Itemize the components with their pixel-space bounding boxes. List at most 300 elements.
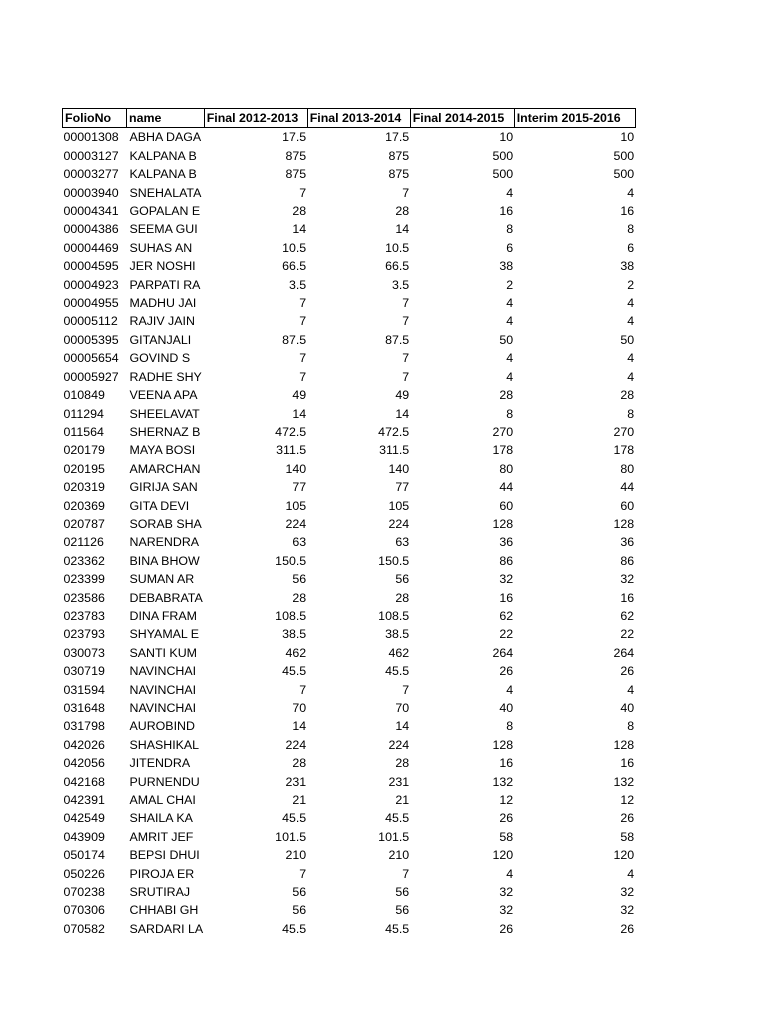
final-2014-2015-cell[interactable]: 4 <box>506 296 514 311</box>
final-2012-2013-cell[interactable]: 28 <box>292 590 307 605</box>
final-2013-2014-cell[interactable]: 45.5 <box>385 921 410 936</box>
folio-no-cell[interactable]: 011294 <box>63 406 104 421</box>
final-2014-2015-cell[interactable]: 270 <box>492 424 514 439</box>
interim-2015-2016-cell[interactable]: 28 <box>620 388 635 403</box>
interim-2015-2016-cell[interactable]: 8 <box>627 406 635 421</box>
final-2012-2013-cell[interactable]: 14 <box>292 406 307 421</box>
final-2012-2013-cell[interactable]: 28 <box>292 756 307 771</box>
interim-2015-2016-cell[interactable]: 86 <box>620 553 635 568</box>
header-final-2013-2014[interactable]: Final 2013-2014 <box>307 109 410 128</box>
name-cell[interactable]: JER NOSHI <box>129 259 196 274</box>
final-2013-2014-cell[interactable]: 56 <box>395 572 410 587</box>
interim-2015-2016-cell[interactable]: 10 <box>620 130 635 145</box>
final-2012-2013-cell[interactable]: 101.5 <box>275 829 307 844</box>
table-row <box>63 184 636 202</box>
final-2014-2015-cell[interactable]: 32 <box>499 903 514 918</box>
folio-no-cell[interactable]: 00005395 <box>63 332 119 347</box>
interim-2015-2016-cell[interactable]: 500 <box>613 167 635 182</box>
name-cell[interactable]: SANTI KUM <box>129 645 197 660</box>
final-2014-2015-cell[interactable]: 4 <box>506 369 514 384</box>
final-2013-2014-cell[interactable]: 7 <box>402 682 410 697</box>
table-row <box>63 165 636 183</box>
name-cell[interactable]: NAVINCHAI <box>129 701 197 715</box>
final-2014-2015-cell[interactable]: 6 <box>506 240 514 255</box>
folio-no-cell[interactable]: 00003940 <box>63 185 119 200</box>
final-2012-2013-cell[interactable]: 10.5 <box>282 240 307 255</box>
final-2012-2013-cell[interactable]: 14 <box>292 719 307 734</box>
final-2013-2014-cell[interactable]: 7 <box>402 314 410 329</box>
table-row <box>63 368 636 386</box>
table-row <box>63 202 636 220</box>
name-cell[interactable]: GIRIJA SAN <box>129 480 198 495</box>
folio-no-cell[interactable]: 023399 <box>63 572 105 587</box>
name-cell[interactable]: JITENDRA <box>129 756 191 771</box>
final-2013-2014-cell[interactable]: 28 <box>395 756 410 771</box>
folio-no-cell[interactable]: 00005927 <box>63 369 119 384</box>
folio-no-cell[interactable]: 00005112 <box>63 314 118 329</box>
interim-2015-2016-cell[interactable]: 16 <box>620 590 635 605</box>
table-row <box>63 441 636 459</box>
final-2013-2014-cell[interactable]: 17.5 <box>385 130 410 145</box>
final-2013-2014-cell[interactable]: 101.5 <box>378 829 410 844</box>
interim-2015-2016-cell[interactable]: 128 <box>613 737 635 752</box>
final-2014-2015-cell[interactable]: 500 <box>492 148 514 163</box>
interim-2015-2016-cell[interactable]: 16 <box>620 756 635 771</box>
final-2013-2014-cell[interactable]: 49 <box>395 388 410 403</box>
table-row <box>63 809 636 827</box>
name-cell[interactable]: SORAB SHA <box>129 516 202 531</box>
name-cell[interactable]: AUROBIND <box>129 719 195 734</box>
final-2014-2015-cell[interactable]: 60 <box>499 498 514 513</box>
folio-no-cell[interactable]: 042056 <box>63 756 105 771</box>
final-2014-2015-cell[interactable]: 120 <box>492 848 514 863</box>
final-2012-2013-cell[interactable]: 311.5 <box>276 443 307 458</box>
name-cell[interactable]: CHHABI GH <box>129 903 199 918</box>
folio-no-cell[interactable]: 043909 <box>63 829 105 844</box>
interim-2015-2016-cell[interactable]: 26 <box>620 811 635 826</box>
name-cell[interactable]: PIROJA ER <box>129 866 195 881</box>
final-2012-2013-cell[interactable]: 70 <box>292 701 307 715</box>
final-2013-2014-cell[interactable]: 210 <box>388 848 410 863</box>
final-2013-2014-cell[interactable]: 108.5 <box>378 608 410 623</box>
final-2013-2014-cell[interactable]: 28 <box>395 204 410 219</box>
final-2012-2013-cell[interactable]: 45.5 <box>282 811 307 826</box>
final-2013-2014-cell[interactable]: 10.5 <box>385 240 410 255</box>
name-cell[interactable]: GITANJALI <box>129 332 192 347</box>
name-cell[interactable]: MADHU JAI <box>129 296 197 311</box>
table-row <box>63 865 636 883</box>
table-row <box>63 147 636 165</box>
folio-no-cell[interactable]: 070306 <box>63 903 105 918</box>
final-2013-2014-cell[interactable]: 14 <box>395 719 410 734</box>
final-2012-2013-cell[interactable]: 49 <box>292 388 307 403</box>
interim-2015-2016-cell[interactable]: 128 <box>613 516 635 531</box>
final-2014-2015-cell[interactable]: 38 <box>499 259 514 274</box>
folio-no-cell[interactable]: 023362 <box>63 553 105 568</box>
name-cell[interactable]: SHERNAZ B <box>129 424 201 439</box>
final-2013-2014-cell[interactable]: 63 <box>395 535 410 550</box>
table-row <box>63 294 636 312</box>
interim-2015-2016-cell[interactable]: 32 <box>620 885 635 900</box>
folio-no-cell[interactable]: 010849 <box>63 388 105 403</box>
interim-2015-2016-cell[interactable]: 58 <box>620 829 635 844</box>
final-2013-2014-cell[interactable]: 224 <box>388 737 410 752</box>
final-2013-2014-cell[interactable]: 875 <box>388 167 410 182</box>
final-2013-2014-cell[interactable]: 140 <box>388 461 410 476</box>
final-2012-2013-cell[interactable]: 63 <box>292 535 307 550</box>
final-2012-2013-cell[interactable]: 14 <box>292 222 307 237</box>
interim-2015-2016-cell[interactable]: 264 <box>613 645 635 660</box>
name-cell[interactable]: DINA FRAM <box>129 608 197 623</box>
folio-no-cell[interactable]: 00004595 <box>63 259 119 274</box>
final-2012-2013-cell[interactable]: 66.5 <box>282 259 307 274</box>
name-cell[interactable]: SHEELAVAT <box>129 406 200 421</box>
table-row <box>63 220 636 238</box>
final-2014-2015-cell[interactable]: 4 <box>506 185 514 200</box>
final-2013-2014-cell[interactable]: 14 <box>395 406 410 421</box>
name-cell[interactable]: SUHAS AN <box>129 240 193 255</box>
interim-2015-2016-cell[interactable]: 4 <box>627 866 635 881</box>
interim-2015-2016-cell[interactable]: 50 <box>620 332 635 347</box>
final-2014-2015-cell[interactable]: 16 <box>499 204 514 219</box>
folio-no-cell[interactable]: 020195 <box>63 461 105 476</box>
folio-no-cell[interactable]: 00001308 <box>63 130 119 145</box>
table-row <box>63 773 636 791</box>
name-cell[interactable]: NARENDRA <box>129 535 200 550</box>
name-cell[interactable]: SARDARI LA <box>129 921 204 936</box>
interim-2015-2016-cell[interactable]: 8 <box>627 222 635 237</box>
final-2012-2013-cell[interactable]: 7 <box>299 369 307 384</box>
folio-no-cell[interactable]: 023586 <box>63 590 105 605</box>
final-2013-2014-cell[interactable]: 3.5 <box>391 277 410 292</box>
name-cell[interactable]: SHASHIKAL <box>129 737 200 752</box>
folio-no-cell[interactable]: 020787 <box>63 516 105 531</box>
final-2012-2013-cell[interactable]: 56 <box>292 885 307 900</box>
name-cell[interactable]: PURNENDU <box>129 774 200 789</box>
folio-no-cell[interactable]: 050226 <box>63 866 105 881</box>
final-2012-2013-cell[interactable]: 7 <box>299 314 307 329</box>
folio-no-cell[interactable]: 042168 <box>63 774 105 789</box>
final-2014-2015-cell[interactable]: 32 <box>499 885 514 900</box>
name-cell[interactable]: NAVINCHAI <box>129 664 197 679</box>
final-2014-2015-cell[interactable]: 22 <box>499 627 514 642</box>
name-cell[interactable]: MAYA BOSI <box>129 443 196 458</box>
final-2012-2013-cell[interactable]: 7 <box>299 682 307 697</box>
folio-no-cell[interactable]: 031594 <box>63 682 105 697</box>
final-2014-2015-cell[interactable]: 16 <box>499 756 514 771</box>
final-2014-2015-cell[interactable]: 132 <box>492 774 514 789</box>
final-2013-2014-cell[interactable]: 77 <box>395 480 410 495</box>
final-2012-2013-cell[interactable]: 7 <box>299 296 307 311</box>
final-2014-2015-cell[interactable]: 500 <box>492 167 514 182</box>
table-row <box>63 920 636 938</box>
final-2013-2014-cell[interactable]: 28 <box>395 590 410 605</box>
name-cell[interactable]: RAJIV JAIN <box>129 314 195 329</box>
name-cell[interactable]: KALPANA B <box>129 167 197 182</box>
final-2012-2013-cell[interactable]: 7 <box>299 866 307 881</box>
final-2012-2013-cell[interactable]: 21 <box>292 793 307 808</box>
name-cell[interactable]: SNEHALATA <box>129 185 202 200</box>
final-2014-2015-cell[interactable]: 178 <box>492 443 514 458</box>
final-2014-2015-cell[interactable]: 62 <box>499 608 514 623</box>
name-cell[interactable]: NAVINCHAI <box>129 682 197 697</box>
final-2013-2014-cell[interactable]: 150.5 <box>378 553 410 568</box>
interim-2015-2016-cell[interactable]: 132 <box>613 774 635 789</box>
final-2013-2014-cell[interactable]: 45.5 <box>385 811 410 826</box>
interim-2015-2016-cell[interactable]: 26 <box>620 664 635 679</box>
interim-2015-2016-cell[interactable]: 4 <box>627 296 635 311</box>
header-name[interactable]: name <box>127 109 205 128</box>
interim-2015-2016-cell[interactable]: 22 <box>620 627 635 642</box>
name-cell[interactable]: BEPSI DHUI <box>129 848 200 863</box>
folio-no-cell[interactable]: 023783 <box>63 608 105 623</box>
final-2014-2015-cell[interactable]: 8 <box>506 406 514 421</box>
interim-2015-2016-cell[interactable]: 4 <box>627 314 635 329</box>
final-2014-2015-cell[interactable]: 32 <box>499 572 514 587</box>
name-cell[interactable]: VEENA APA <box>129 388 198 403</box>
folio-no-cell[interactable]: 00005654 <box>63 351 119 366</box>
name-cell[interactable]: SHYAMAL E <box>129 627 200 642</box>
table-row <box>63 681 636 699</box>
folio-no-cell[interactable]: 031798 <box>63 719 105 734</box>
final-2012-2013-cell[interactable]: 87.5 <box>282 332 307 347</box>
final-2013-2014-cell[interactable]: 38.5 <box>385 627 410 642</box>
header-final-2012-2013[interactable]: Final 2012-2013 <box>204 109 307 128</box>
name-cell[interactable]: AMARCHAN <box>129 461 201 476</box>
folio-no-cell[interactable]: 00004386 <box>63 222 119 237</box>
interim-2015-2016-cell[interactable]: 62 <box>620 608 635 623</box>
final-2014-2015-cell[interactable]: 26 <box>499 664 514 679</box>
interim-2015-2016-cell[interactable]: 6 <box>627 240 635 255</box>
table-row <box>63 423 636 441</box>
final-2012-2013-cell[interactable]: 224 <box>285 737 307 752</box>
final-2013-2014-cell[interactable]: 7 <box>402 866 410 881</box>
table-row <box>63 552 636 570</box>
final-2014-2015-cell[interactable]: 44 <box>499 480 514 495</box>
final-2012-2013-cell[interactable]: 3.5 <box>288 277 307 292</box>
folio-no-cell[interactable]: 00004469 <box>63 240 119 255</box>
final-2014-2015-cell[interactable]: 2 <box>506 277 514 292</box>
folio-no-cell[interactable]: 011564 <box>63 424 104 439</box>
final-2013-2014-cell[interactable]: 56 <box>395 885 410 900</box>
folio-no-cell[interactable]: 042026 <box>63 737 105 752</box>
name-cell[interactable]: GOPALAN E <box>129 204 201 219</box>
name-cell[interactable]: ABHA DAGA <box>129 130 202 145</box>
table-body <box>63 128 636 938</box>
final-2013-2014-cell[interactable]: 105 <box>388 498 410 513</box>
final-2012-2013-cell[interactable]: 462 <box>285 645 307 660</box>
final-2013-2014-cell[interactable]: 462 <box>388 645 410 660</box>
interim-2015-2016-cell[interactable]: 4 <box>627 369 635 384</box>
interim-2015-2016-cell[interactable]: 500 <box>613 148 635 163</box>
final-2013-2014-cell[interactable]: 87.5 <box>385 332 410 347</box>
table-row <box>63 405 636 423</box>
final-2013-2014-cell[interactable]: 224 <box>388 516 410 531</box>
final-2013-2014-cell[interactable]: 7 <box>402 369 410 384</box>
final-2013-2014-cell[interactable]: 14 <box>395 222 410 237</box>
final-2014-2015-cell[interactable]: 4 <box>506 866 514 881</box>
table-row <box>63 478 636 496</box>
folio-no-cell[interactable]: 042391 <box>63 793 105 808</box>
final-2014-2015-cell[interactable]: 128 <box>492 516 514 531</box>
final-2014-2015-cell[interactable]: 86 <box>499 553 514 568</box>
final-2012-2013-cell[interactable]: 875 <box>285 167 307 182</box>
final-2013-2014-cell[interactable]: 56 <box>395 903 410 918</box>
folio-no-cell[interactable]: 050174 <box>63 848 105 863</box>
interim-2015-2016-cell[interactable]: 60 <box>620 498 635 513</box>
folio-no-cell[interactable]: 00004923 <box>63 277 119 292</box>
final-2012-2013-cell[interactable]: 150.5 <box>275 553 307 568</box>
table-row <box>63 717 636 735</box>
interim-2015-2016-cell[interactable]: 4 <box>627 185 635 200</box>
name-cell[interactable]: PARPATI RA <box>129 277 201 292</box>
final-2012-2013-cell[interactable]: 45.5 <box>282 664 307 679</box>
final-2014-2015-cell[interactable]: 128 <box>492 737 514 752</box>
table-row <box>63 257 636 275</box>
final-2012-2013-cell[interactable]: 105 <box>285 498 307 513</box>
final-2013-2014-cell[interactable]: 7 <box>402 351 410 366</box>
final-2014-2015-cell[interactable]: 4 <box>506 351 514 366</box>
header-row <box>63 109 636 128</box>
final-2012-2013-cell[interactable]: 56 <box>292 572 307 587</box>
name-cell[interactable]: GITA DEVI <box>129 498 190 513</box>
final-2013-2014-cell[interactable]: 472.5 <box>378 424 410 439</box>
name-cell[interactable]: AMRIT JEF <box>129 829 194 844</box>
table-row <box>63 515 636 533</box>
folio-no-cell[interactable]: 020179 <box>63 443 105 458</box>
final-2014-2015-cell[interactable]: 10 <box>499 130 514 145</box>
table-row <box>63 644 636 662</box>
interim-2015-2016-cell[interactable]: 40 <box>620 701 635 715</box>
final-2012-2013-cell[interactable]: 28 <box>292 204 307 219</box>
interim-2015-2016-cell[interactable]: 80 <box>620 461 635 476</box>
folio-no-cell[interactable]: 023793 <box>63 627 105 642</box>
final-2014-2015-cell[interactable]: 58 <box>499 829 514 844</box>
final-2014-2015-cell[interactable]: 8 <box>506 222 514 237</box>
folio-no-cell[interactable]: 030073 <box>63 645 105 660</box>
final-2014-2015-cell[interactable]: 40 <box>499 701 514 715</box>
final-2013-2014-cell[interactable]: 70 <box>395 701 410 715</box>
final-2012-2013-cell[interactable]: 56 <box>292 903 307 918</box>
final-2014-2015-cell[interactable]: 8 <box>506 719 514 734</box>
interim-2015-2016-cell[interactable]: 4 <box>627 351 635 366</box>
final-2012-2013-cell[interactable]: 210 <box>285 848 307 863</box>
final-2013-2014-cell[interactable]: 311.5 <box>379 443 410 458</box>
folio-no-cell[interactable]: 00004955 <box>63 296 119 311</box>
folio-no-cell[interactable]: 020319 <box>63 480 105 495</box>
table-row <box>63 625 636 643</box>
interim-2015-2016-cell[interactable]: 4 <box>627 682 635 697</box>
name-cell[interactable]: DEBABRATA <box>129 590 203 605</box>
name-cell[interactable]: AMAL CHAI <box>129 793 196 808</box>
final-2012-2013-cell[interactable]: 875 <box>285 148 307 163</box>
folio-no-cell[interactable]: 070582 <box>63 921 105 936</box>
final-2013-2014-cell[interactable]: 45.5 <box>385 664 410 679</box>
interim-2015-2016-cell[interactable]: 36 <box>620 535 635 550</box>
header-folio-no[interactable]: FolioNo <box>63 109 127 128</box>
final-2012-2013-cell[interactable]: 108.5 <box>275 608 307 623</box>
final-2014-2015-cell[interactable]: 26 <box>499 811 514 826</box>
folio-no-cell[interactable]: 042549 <box>63 811 105 826</box>
folio-no-cell[interactable]: 00004341 <box>63 204 119 219</box>
folio-no-cell[interactable]: 070238 <box>63 885 105 900</box>
final-2013-2014-cell[interactable]: 231 <box>388 774 410 789</box>
final-2013-2014-cell[interactable]: 7 <box>402 296 410 311</box>
header-interim-2015-2016[interactable]: Interim 2015-2016 <box>514 109 635 128</box>
final-2014-2015-cell[interactable]: 36 <box>499 535 514 550</box>
final-2012-2013-cell[interactable]: 38.5 <box>282 627 307 642</box>
final-2014-2015-cell[interactable]: 50 <box>499 332 514 347</box>
interim-2015-2016-cell[interactable]: 16 <box>620 204 635 219</box>
table-row <box>63 239 636 257</box>
name-cell[interactable]: RADHE SHY <box>129 369 202 384</box>
interim-2015-2016-cell[interactable]: 26 <box>620 921 635 936</box>
final-2014-2015-cell[interactable]: 4 <box>506 682 514 697</box>
name-cell[interactable]: SUMAN AR <box>129 572 195 587</box>
final-2014-2015-cell[interactable]: 4 <box>506 314 514 329</box>
name-cell[interactable]: SHAILA KA <box>129 811 193 826</box>
final-2012-2013-cell[interactable]: 224 <box>285 516 307 531</box>
final-2014-2015-cell[interactable]: 264 <box>492 645 514 660</box>
folio-no-cell[interactable]: 00003127 <box>63 148 119 163</box>
interim-2015-2016-cell[interactable]: 270 <box>613 424 635 439</box>
final-2013-2014-cell[interactable]: 7 <box>402 185 410 200</box>
final-2013-2014-cell[interactable]: 66.5 <box>385 259 410 274</box>
folio-no-cell[interactable]: 020369 <box>63 498 105 513</box>
interim-2015-2016-cell[interactable]: 2 <box>627 277 635 292</box>
final-2013-2014-cell[interactable]: 21 <box>395 793 410 808</box>
interim-2015-2016-cell[interactable]: 120 <box>613 848 635 863</box>
table-row <box>63 460 636 478</box>
final-2014-2015-cell[interactable]: 28 <box>499 388 514 403</box>
final-2013-2014-cell[interactable]: 875 <box>388 148 410 163</box>
final-2012-2013-cell[interactable]: 17.5 <box>282 130 307 145</box>
name-cell[interactable]: SRUTIRAJ <box>129 885 191 900</box>
folio-no-cell[interactable]: 021126 <box>63 535 104 550</box>
folio-no-cell[interactable]: 030719 <box>63 664 105 679</box>
final-2012-2013-cell[interactable]: 231 <box>285 774 307 789</box>
table-row <box>63 736 636 754</box>
final-2012-2013-cell[interactable]: 7 <box>299 185 307 200</box>
final-2014-2015-cell[interactable]: 12 <box>499 793 514 808</box>
final-2012-2013-cell[interactable]: 140 <box>285 461 307 476</box>
name-cell[interactable]: GOVIND S <box>129 351 191 366</box>
folio-no-cell[interactable]: 031648 <box>63 701 105 715</box>
interim-2015-2016-cell[interactable]: 12 <box>620 793 635 808</box>
header-final-2014-2015[interactable]: Final 2014-2015 <box>410 109 514 128</box>
interim-2015-2016-cell[interactable]: 32 <box>620 572 635 587</box>
name-cell[interactable]: KALPANA B <box>129 148 197 163</box>
table-row <box>63 791 636 809</box>
final-2012-2013-cell[interactable]: 472.5 <box>275 424 307 439</box>
interim-2015-2016-cell[interactable]: 44 <box>620 480 635 495</box>
final-2014-2015-cell[interactable]: 26 <box>499 921 514 936</box>
final-2012-2013-cell[interactable]: 7 <box>299 351 307 366</box>
final-2012-2013-cell[interactable]: 77 <box>292 480 307 495</box>
name-cell[interactable]: BINA BHOW <box>129 553 200 568</box>
interim-2015-2016-cell[interactable]: 38 <box>620 259 635 274</box>
final-2014-2015-cell[interactable]: 16 <box>499 590 514 605</box>
interim-2015-2016-cell[interactable]: 32 <box>620 903 635 918</box>
table-row <box>63 883 636 901</box>
interim-2015-2016-cell[interactable]: 178 <box>613 443 635 458</box>
table-row <box>63 128 636 147</box>
final-2012-2013-cell[interactable]: 45.5 <box>282 921 307 936</box>
name-cell[interactable]: SEEMA GUI <box>129 222 198 237</box>
final-2014-2015-cell[interactable]: 80 <box>499 461 514 476</box>
interim-2015-2016-cell[interactable]: 8 <box>627 719 635 734</box>
folio-no-cell[interactable]: 00003277 <box>63 167 119 182</box>
